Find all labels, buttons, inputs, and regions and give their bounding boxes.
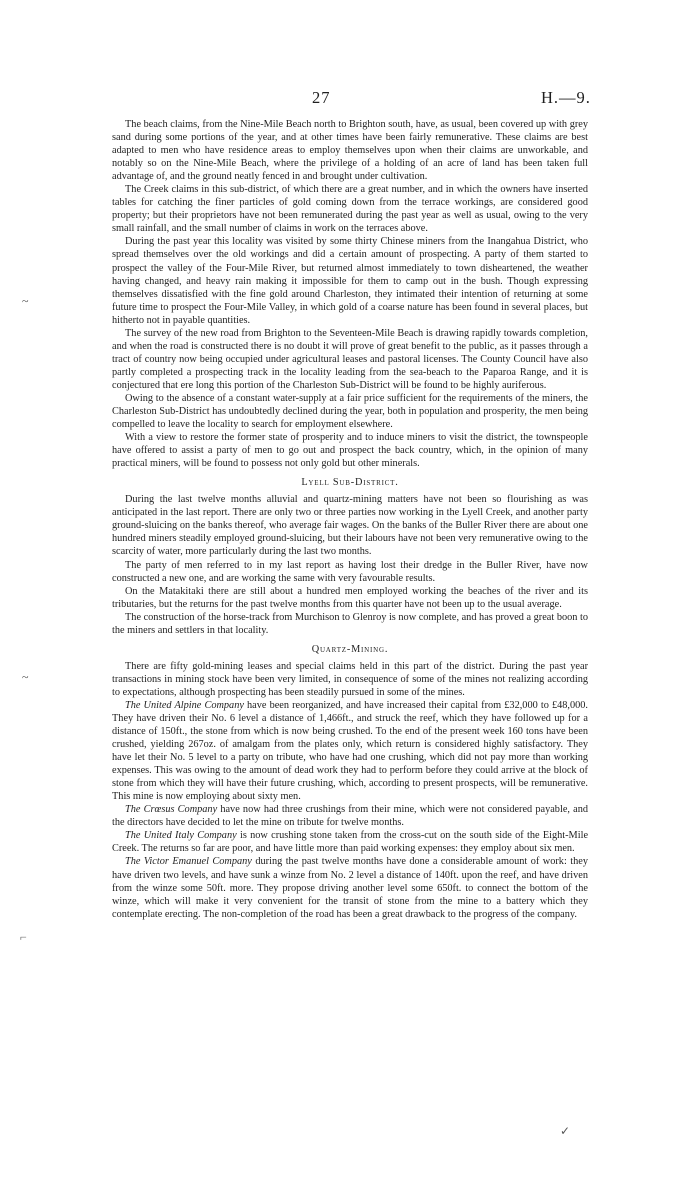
paragraph: Owing to the absence of a constant water-supply at a fair price sufficient for the requirements of the miners, the Charleston Sub-District has undoubtedly declined during the year, both in population and prosperity, the men being compelled to leave the locality to search for employment elsewhere. (112, 392, 588, 431)
section-heading-quartz-mining: Quartz-Mining. (311, 643, 389, 655)
company-text: during the past twelve months have done a considerable amount of work: they have driven two levels, and have sunk a winze from No. 2 level a distance of 140ft. upon the reef, and have driven from the winze some 50ft. more. They propose driving another level some 650ft. to connect the bottom of the winze, which will make it very convenient for the transit of stone from the mine to a battery which they contemplate erecting. The non-completion of the road has been a great drawback to the progress of the company. (112, 856, 588, 920)
paragraph: During the last twelve months alluvial and quartz-mining matters have not been so flourishing as was anticipated in the last report. There are only two or three parties now working in the Lyell Creek, and another party ground-sluicing on the banks thereof, who average fair wages. On the banks of the Buller River there are about one hundred miners steadily employed ground-sluicing, but their labours have not been very remunerative owing to the scarcity of water, more particularly during the last two months. (112, 494, 588, 558)
paragraph: During the past year this locality was visited by some thirty Chinese miners from the Inangahua District, who spread themselves over the old workings and did a certain amount of prospecting. A party of them started to prospect the valley of the Four-Mile River, but returned almost immediately to town disheartened, the weather having changed, and heavy rain making it impossible for them to camp out in the bush. Though expressing themselves dissatisfied with the fine gold around Charleston, they intimated their intention of returning at some future time to prospect the Four-Mile Valley, in which gold of a coarse nature has been found in several places, but hitherto not in payable quantities. (112, 236, 588, 326)
section-heading-lyell: Lyell Sub-District. (301, 477, 399, 489)
company-text: is now crushing stone taken from the cross-cut on the south side of the Eight-Mile Creek. The returns so far are poor, and have little more than paid working expenses: they employ about six men. (112, 830, 589, 855)
page-number: 27 (312, 88, 331, 107)
paragraph: The beach claims, from the Nine-Mile Beach north to Brighton south, have, as usual, been covered up with grey sand during some portions of the year, and at other times have been fairly remunerative. These claims are best adapted to men who have residence areas to employ themselves upon when their claims are unworkable, and notably so on the Nine-Mile Beach, where the privilege of a holding of an acre of land has been taken full advantage of, and the ground neatly fenced in and brought under cultivation. (112, 119, 588, 183)
paragraph: With a view to restore the former state of prosperity and to induce miners to visit the district, the townspeople have offered to assist a party of men to go out and prospect the back country, which, in the opinion of many practical miners, will be found to possess not only gold but other minerals. (112, 432, 588, 470)
paragraph: On the Matakitaki there are still about a hundred men employed working the beaches of the river and its tributaries, but the returns for the past twelve months from this quarter have not been up to the usual average. (112, 585, 588, 610)
company-name: The Victor Emanuel Company (125, 856, 252, 868)
margin-mark-icon: ~ (22, 294, 29, 308)
page-header (0, 88, 700, 110)
margin-mark-icon: ✓ (560, 1124, 571, 1138)
margin-mark-icon: ~ (22, 670, 29, 684)
company-paragraph (112, 855, 588, 920)
margin-mark-icon: ⌐ (20, 930, 27, 944)
company-paragraph (112, 829, 588, 855)
company-name: The United Italy Company (125, 830, 237, 842)
company-paragraph (112, 803, 588, 829)
company-name: The Crœsus Company (125, 804, 218, 816)
paragraph: The Creek claims in this sub-district, of which there are a great number, and in which the owners have inserted tables for catching the finer particles of gold coming down from the terrace workings, are considered good property; but their proprietors have not been remunerated during the past year as well as usual, owing to the very small rainfall, and the small number of claims in work on the terraces above. (112, 184, 588, 235)
company-text: have been reorganized, and have increased their capital from £32,000 to £48,000. They have driven their No. 6 level a distance of 1,466ft., and struck the reef, which they have followed up for a distance of 150ft., the stone from which is now being crushed. To the end of the present week 160 tons have been crushed, yielding 267oz. of amalgam from the plates only, which return is considered highly satisfactory. They have let their No. 5 level to a party on tribute, who have had one crushing, which did not pay more than working expenses. This was owing to the amount of dead work they had to perform before they could arrive at the block of stone from which they will have their future crushing, which, according to present prospects, will be remunerative. This mine is now employing about sixty men. (112, 699, 588, 803)
paragraph: The survey of the new road from Brighton to the Seventeen-Mile Beach is drawing rapidly towards completion, and when the road is constructed there is no doubt it will prove of great benefit to the public, as it passes through a tract of country now being occupied under agricultural leases and pastoral licenses. The County Council have also partly completed a prospecting track in the locality leading from the sea-beach to the Paparoa Range, and it is conjectured that ere long this portion of the Charleston Sub-District will be found to be highly auriferous. (112, 327, 588, 391)
paper-code: H.—9. (541, 88, 591, 107)
company-paragraph (112, 699, 588, 803)
paragraph: There are fifty gold-mining leases and special claims held in this part of the district. During the past year transactions in mining stock have been very limited, in consequence of some of the mines not realizing according to expectations, although prospecting has been steadily pursued in some of the mines. (112, 660, 588, 698)
company-name: The United Alpine Company (125, 699, 244, 711)
paragraph: The construction of the horse-track from Murchison to Glenroy is now complete, and has proved a great boon to the miners and settlers in that locality. (112, 611, 588, 636)
document-body (112, 118, 588, 921)
company-text: have now had three crushings from their mine, which were not considered payable, and the directors have decided to let the mine on tribute for twelve months. (112, 804, 588, 829)
paragraph: The party of men referred to in my last report as having lost their dredge in the Buller River, have now constructed a new one, and are working the same with very favourable results. (112, 559, 588, 584)
